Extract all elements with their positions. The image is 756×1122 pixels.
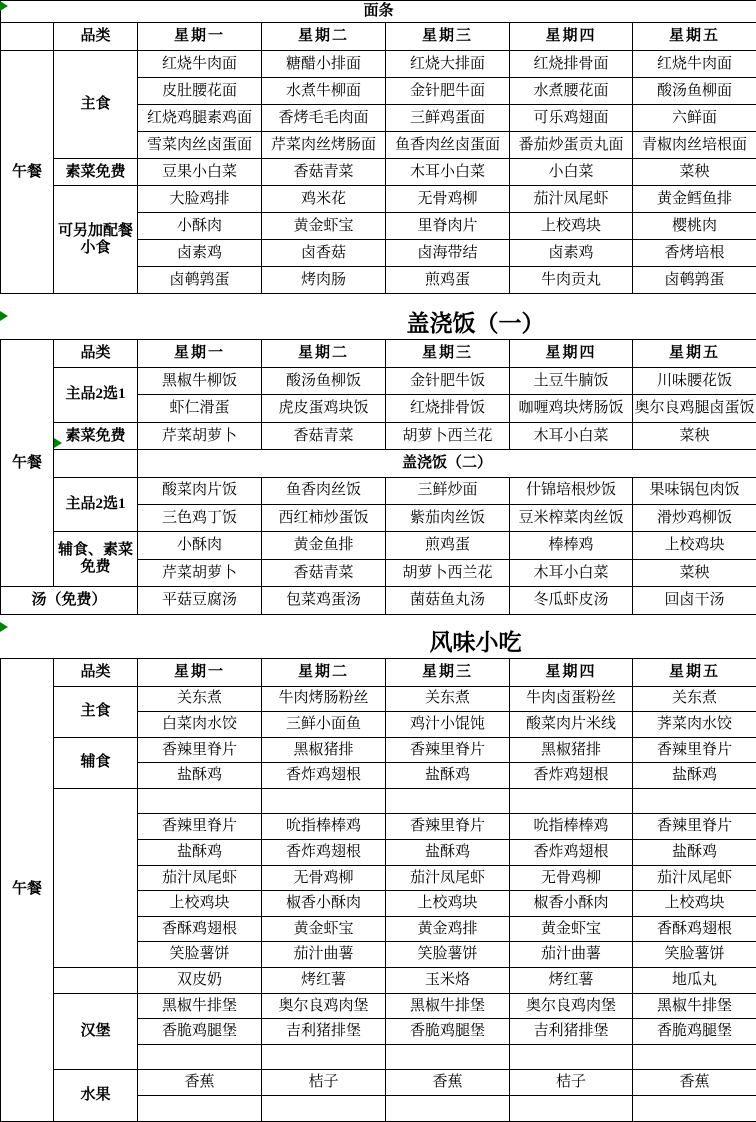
menu-item-cell: 关东煮 [633,686,756,712]
menu-item-cell: 无骨鸡柳 [386,186,510,213]
day-header: 星期五 [633,658,756,686]
section-title: 盖浇饭（一） [137,305,756,338]
menu-item-cell: 烤红薯 [510,968,633,994]
menu-item-cell: 无骨鸡柳 [510,865,633,891]
day-header: 星期二 [262,23,386,51]
menu-item-cell: 香蕉 [633,1070,756,1096]
category-header: 品类 [54,23,138,51]
menu-item-cell: 烤红薯 [262,968,386,994]
menu-item-cell: 水煮腰花面 [510,78,633,105]
menu-item-cell: 芹菜肉丝烤肠面 [262,132,386,159]
category-cell: 主品2选1 [54,368,138,423]
menu-item-cell: 包菜鸡蛋汤 [262,587,386,614]
menu-item-cell: 红烧牛肉面 [138,51,262,78]
menu-table-rice-bowls [0,339,756,615]
menu-item-cell: 糖醋小排面 [262,51,386,78]
category-cell: 主食 [54,686,138,737]
day-header: 星期一 [138,23,262,51]
menu-item-cell: 黑椒牛排堡 [138,993,262,1019]
day-header: 星期四 [510,23,633,51]
menu-item-cell: 椒香小酥肉 [510,891,633,917]
menu-item-cell: 六鲜面 [633,105,756,132]
menu-item-cell: 虎皮蛋鸡块饭 [262,395,386,422]
menu-item-cell: 黑椒牛排堡 [633,993,756,1019]
menu-item-cell: 香菇青菜 [262,422,386,449]
menu-item-cell: 牛肉烤肠粉丝 [262,686,386,712]
category-cell: 素菜免费 [54,422,138,449]
day-header: 星期三 [386,658,510,686]
menu-item-cell: 香炸鸡翅根 [510,840,633,866]
category-cell: 可另加配餐小食 [54,186,138,294]
menu-item-cell: 红烧牛肉面 [633,51,756,78]
menu-item-cell: 香蕉 [386,1070,510,1096]
menu-item-cell: 玉米烙 [386,968,510,994]
menu-item-cell: 酸汤鱼柳面 [633,78,756,105]
menu-item-cell: 上校鸡块 [138,891,262,917]
day-header: 星期一 [138,658,262,686]
menu-item-cell: 地瓜丸 [633,968,756,994]
menu-item-cell: 红烧排骨面 [510,51,633,78]
section-gap [0,294,756,339]
menu-item-cell: 菌菇鱼丸汤 [386,587,510,614]
error-indicator-icon [0,311,8,321]
menu-item-cell: 香脆鸡腿堡 [633,1019,756,1045]
menu-item-cell: 香炸鸡翅根 [262,840,386,866]
menu-item-cell: 红烧鸡腿素鸡面 [138,105,262,132]
menu-item-cell: 棒棒鸡 [510,532,633,559]
section-gap [0,615,756,658]
menu-item-cell: 水煮牛柳面 [262,78,386,105]
section-title: 盖浇饭（二） [138,450,756,477]
day-header: 星期四 [510,340,633,368]
menu-item-cell: 盐酥鸡 [138,763,262,789]
menu-item-cell: 大脸鸡排 [138,186,262,213]
menu-item-cell: 冬瓜虾皮汤 [510,587,633,614]
category-cell: 辅食、素菜免费 [54,532,138,587]
menu-item-cell: 青椒肉丝培根面 [633,132,756,159]
section-title: 面条 [1,1,756,23]
menu-item-cell [633,1096,756,1122]
category-cell: 主品2选1 [54,477,138,532]
menu-item-cell: 上校鸡块 [510,213,633,240]
meal-period-cell: 午餐 [1,51,54,294]
day-header: 星期二 [262,658,386,686]
menu-item-cell: 香炸鸡翅根 [262,763,386,789]
menu-item-cell: 香辣里脊片 [633,737,756,763]
corner-cell [1,23,54,51]
menu-item-cell: 煎鸡蛋 [386,532,510,559]
day-header: 星期五 [633,340,756,368]
menu-item-cell: 里脊肉片 [386,213,510,240]
menu-item-cell: 吉利猪排堡 [510,1019,633,1045]
menu-item-cell: 茄汁凤尾虾 [510,186,633,213]
menu-item-cell: 香脆鸡腿堡 [138,1019,262,1045]
menu-item-cell: 黑椒猪排 [262,737,386,763]
menu-item-cell: 黑椒牛柳饭 [138,368,262,395]
menu-item-cell: 黑椒牛排堡 [386,993,510,1019]
menu-item-cell: 卤鹌鹑蛋 [138,267,262,294]
menu-item-cell [138,1096,262,1122]
category-cell [54,968,138,994]
menu-item-cell: 香烤毛毛肉面 [262,105,386,132]
menu-item-cell: 西红柿炒蛋饭 [262,504,386,531]
menu-item-cell: 雪菜肉丝卤蛋面 [138,132,262,159]
category-header: 品类 [54,340,138,368]
menu-item-cell: 卤素鸡 [138,240,262,267]
menu-item-cell: 番茄炒蛋贡丸面 [510,132,633,159]
menu-item-cell: 菜秧 [633,159,756,186]
menu-item-cell: 香辣里脊片 [633,814,756,840]
error-indicator-icon [0,622,8,632]
menu-item-cell: 红烧大排面 [386,51,510,78]
menu-item-cell: 盐酥鸡 [386,840,510,866]
category-cell: 汉堡 [54,993,138,1070]
menu-item-cell: 烤肉肠 [262,267,386,294]
menu-item-cell: 香辣里脊片 [138,814,262,840]
menu-item-cell: 三鲜小面鱼 [262,712,386,738]
menu-item-cell: 卤鹌鹑蛋 [633,267,756,294]
menu-item-cell: 煎鸡蛋 [386,267,510,294]
menu-item-cell: 茄汁凤尾虾 [633,865,756,891]
menu-item-cell: 双皮奶 [138,968,262,994]
menu-item-cell: 香酥鸡翅根 [633,916,756,942]
menu-item-cell: 茄汁凤尾虾 [138,865,262,891]
menu-item-cell: 酸菜肉片米线 [510,712,633,738]
menu-item-cell: 黄金虾宝 [510,916,633,942]
menu-item-cell: 卤海带结 [386,240,510,267]
menu-item-cell: 回卤干汤 [633,587,756,614]
menu-item-cell: 胡萝卜西兰花 [386,422,510,449]
menu-item-cell: 荠菜肉水饺 [633,712,756,738]
menu-item-cell: 豆果小白菜 [138,159,262,186]
menu-item-cell [138,1044,262,1070]
menu-item-cell: 吮指棒棒鸡 [262,814,386,840]
menu-item-cell: 木耳小白菜 [386,159,510,186]
menu-item-cell: 盐酥鸡 [386,763,510,789]
meal-period-cell: 午餐 [1,658,54,1121]
section-title: 风味小吃 [137,624,756,657]
menu-item-cell: 木耳小白菜 [510,559,633,586]
menu-item-cell: 土豆牛腩饭 [510,368,633,395]
category-cell: 辅食 [54,737,138,788]
menu-item-cell [633,788,756,814]
menu-item-cell [386,1096,510,1122]
category-cell: 水果 [54,1070,138,1121]
menu-item-cell: 牛肉卤蛋粉丝 [510,686,633,712]
menu-item-cell: 酸汤鱼柳饭 [262,368,386,395]
menu-item-cell: 吮指棒棒鸡 [510,814,633,840]
menu-item-cell: 香辣里脊片 [386,737,510,763]
menu-item-cell: 三色鸡丁饭 [138,504,262,531]
menu-item-cell: 黄金虾宝 [262,916,386,942]
meal-period-cell: 午餐 [1,340,54,587]
menu-item-cell: 豆米榨菜肉丝饭 [510,504,633,531]
menu-item-cell: 盐酥鸡 [138,840,262,866]
menu-item-cell: 香菇青菜 [262,159,386,186]
menu-item-cell [510,1096,633,1122]
menu-item-cell: 可乐鸡翅面 [510,105,633,132]
menu-item-cell [262,788,386,814]
menu-item-cell: 香辣里脊片 [386,814,510,840]
day-header: 星期一 [138,340,262,368]
menu-item-cell: 果味锅包肉饭 [633,477,756,504]
menu-item-cell: 虾仁滑蛋 [138,395,262,422]
menu-item-cell [633,1044,756,1070]
menu-item-cell: 鸡汁小馄饨 [386,712,510,738]
menu-item-cell: 香辣里脊片 [138,737,262,763]
menu-item-cell: 奥尔良鸡腿卤蛋饭 [633,395,756,422]
menu-item-cell: 上校鸡块 [633,532,756,559]
menu-item-cell [262,1044,386,1070]
menu-item-cell: 滑炒鸡柳饭 [633,504,756,531]
menu-item-cell: 白菜肉水饺 [138,712,262,738]
day-header: 星期四 [510,658,633,686]
menu-item-cell: 什锦培根炒饭 [510,477,633,504]
menu-item-cell: 黑椒猪排 [510,737,633,763]
menu-item-cell: 上校鸡块 [386,891,510,917]
menu-item-cell: 平菇豆腐汤 [138,587,262,614]
menu-table-snacks [0,658,756,1122]
menu-item-cell: 黄金鱼排 [262,532,386,559]
menu-item-cell: 上校鸡块 [633,891,756,917]
menu-item-cell: 咖喱鸡块烤肠饭 [510,395,633,422]
menu-item-cell: 小白菜 [510,159,633,186]
menu-item-cell: 小酥肉 [138,532,262,559]
menu-item-cell: 皮肚腰花面 [138,78,262,105]
menu-item-cell: 鱼香肉丝卤蛋面 [386,132,510,159]
menu-item-cell: 椒香小酥肉 [262,891,386,917]
menu-item-cell [138,788,262,814]
menu-item-cell: 小酥肉 [138,213,262,240]
category-cell [54,788,138,967]
menu-item-cell: 川味腰花饭 [633,368,756,395]
menu-item-cell: 香脆鸡腿堡 [386,1019,510,1045]
menu-item-cell: 黄金鸡排 [386,916,510,942]
menu-item-cell: 三鲜炒面 [386,477,510,504]
menu-item-cell: 鸡米花 [262,186,386,213]
menu-item-cell: 酸菜肉片饭 [138,477,262,504]
menu-item-cell: 菜秧 [633,559,756,586]
error-indicator-icon [0,1,8,11]
menu-item-cell: 盐酥鸡 [633,763,756,789]
category-cell: 素菜免费 [54,159,138,186]
day-header: 星期三 [386,340,510,368]
menu-item-cell: 金针肥牛饭 [386,368,510,395]
menu-item-cell: 三鲜鸡蛋面 [386,105,510,132]
menu-item-cell: 胡萝卜西兰花 [386,559,510,586]
menu-item-cell: 香蕉 [138,1070,262,1096]
menu-item-cell: 金针肥牛面 [386,78,510,105]
menu-item-cell: 香炸鸡翅根 [510,763,633,789]
menu-item-cell: 桔子 [262,1070,386,1096]
menu-item-cell: 菜秧 [633,422,756,449]
menu-item-cell: 奥尔良鸡肉堡 [510,993,633,1019]
menu-item-cell: 芹菜胡萝卜 [138,422,262,449]
menu-item-cell: 茄汁曲薯 [510,942,633,968]
menu-item-cell: 盐酥鸡 [633,840,756,866]
menu-item-cell [510,1044,633,1070]
menu-item-cell [262,1096,386,1122]
menu-item-cell: 木耳小白菜 [510,422,633,449]
error-indicator-icon [54,438,62,448]
category-cell [54,450,138,477]
category-cell: 主食 [54,51,138,159]
menu-item-cell: 茄汁曲薯 [262,942,386,968]
menu-item-cell: 鱼香肉丝饭 [262,477,386,504]
menu-item-cell [386,1044,510,1070]
menu-item-cell: 香酥鸡翅根 [138,916,262,942]
menu-item-cell: 香烤培根 [633,240,756,267]
menu-item-cell: 香菇青菜 [262,559,386,586]
menu-item-cell: 紫茄肉丝饭 [386,504,510,531]
menu-item-cell: 吉利猪排堡 [262,1019,386,1045]
menu-item-cell: 卤香菇 [262,240,386,267]
menu-item-cell: 芹菜胡萝卜 [138,559,262,586]
menu-item-cell: 奥尔良鸡肉堡 [262,993,386,1019]
menu-table-noodles [0,0,756,294]
category-header: 品类 [54,658,138,686]
menu-item-cell: 樱桃肉 [633,213,756,240]
menu-item-cell: 关东煮 [138,686,262,712]
soup-label-cell: 汤（免费） [1,587,138,614]
menu-item-cell: 无骨鸡柳 [262,865,386,891]
day-header: 星期二 [262,340,386,368]
menu-item-cell [510,788,633,814]
menu-item-cell: 红烧排骨饭 [386,395,510,422]
menu-item-cell: 黄金鳕鱼排 [633,186,756,213]
menu-item-cell [386,788,510,814]
menu-item-cell: 笑脸薯饼 [386,942,510,968]
menu-item-cell: 黄金虾宝 [262,213,386,240]
day-header: 星期五 [633,23,756,51]
menu-item-cell: 笑脸薯饼 [633,942,756,968]
menu-item-cell: 卤素鸡 [510,240,633,267]
menu-item-cell: 关东煮 [386,686,510,712]
day-header: 星期三 [386,23,510,51]
menu-item-cell: 桔子 [510,1070,633,1096]
menu-item-cell: 笑脸薯饼 [138,942,262,968]
menu-item-cell: 茄汁凤尾虾 [386,865,510,891]
menu-item-cell: 牛肉贡丸 [510,267,633,294]
